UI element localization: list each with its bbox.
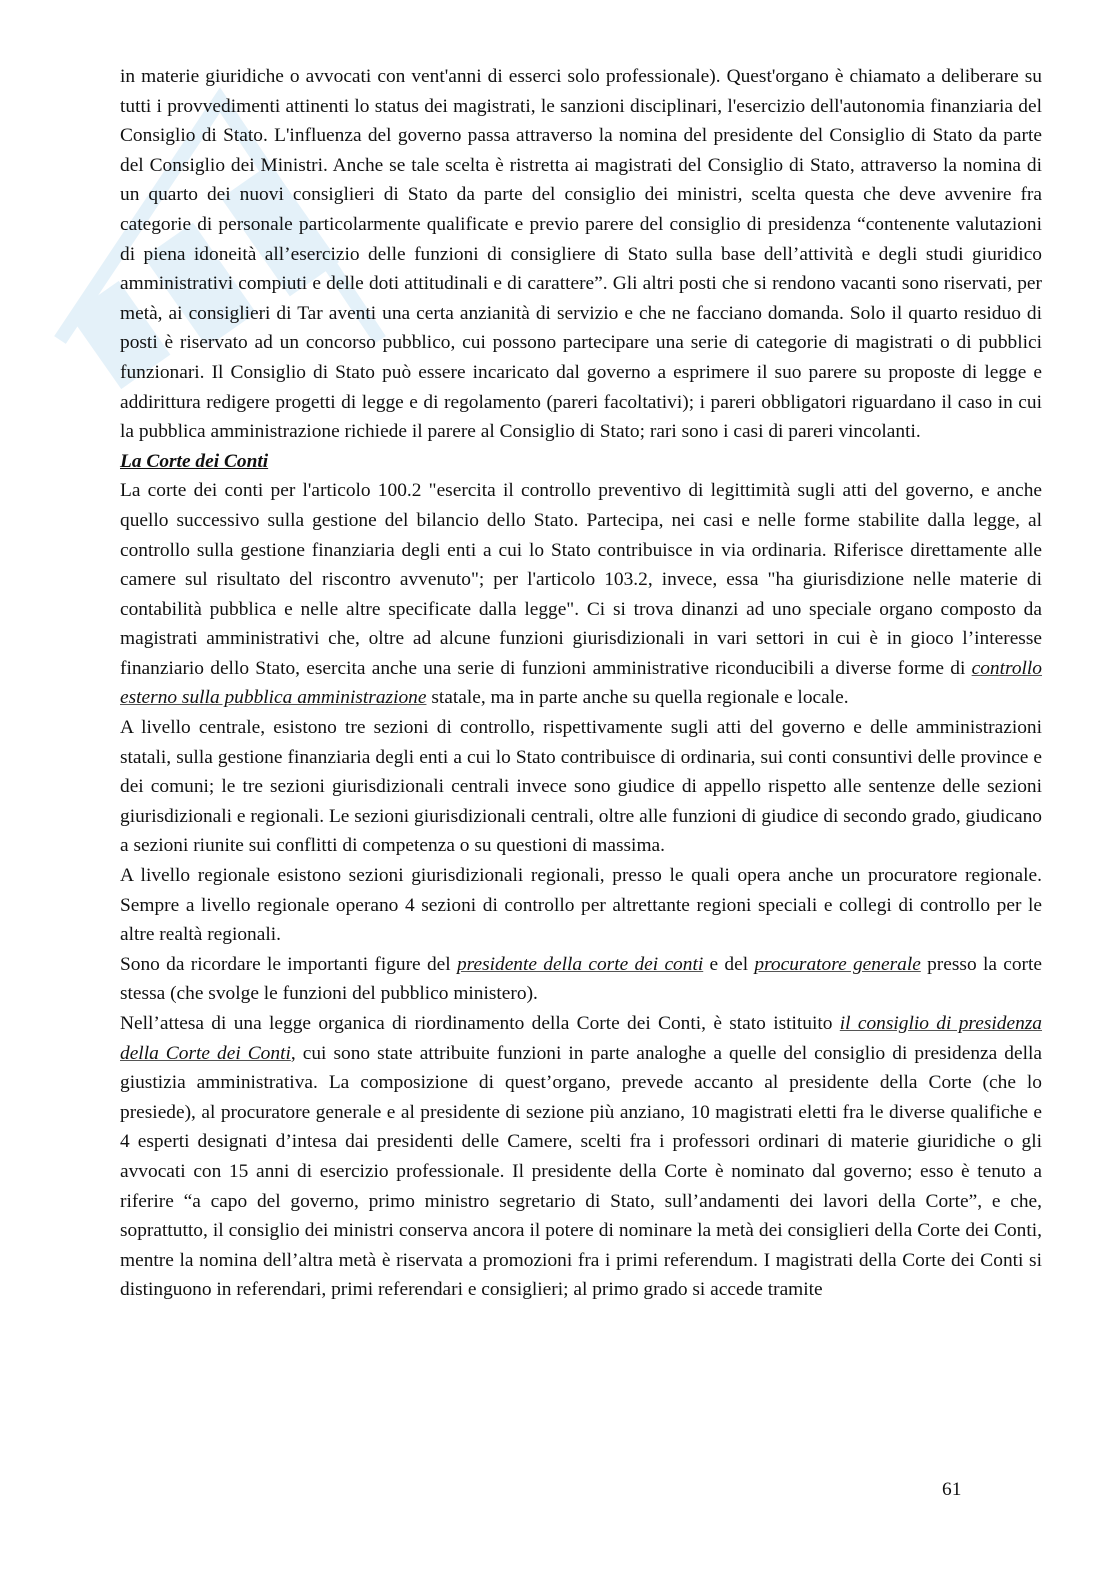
document-body [120,62,1042,1305]
link-procuratore-generale[interactable]: procuratore generale [754,953,921,975]
link-consiglio-presidenza[interactable]: il consiglio di presidenza della Corte dei Conti [120,1013,1043,1064]
heading-corte-dei-conti: La Corte dei Conti [120,450,269,472]
paragraph-text: La corte dei conti per l'articolo 100.2 "esercita il controllo preventivo di legittimità sugli atti del governo, e anche quello successivo sulla gestione del bilancio dello Stato. Partecipa, nei casi e nelle forme stabilite dalla legge, al controllo sulla gestione finanziaria degli enti a cui lo Stato contribuisce in via ordinaria. Riferisce direttamente alle camere sul risultato del riscontro avvenuto"; per l'articolo 103.2, invece, essa "ha giurisdizione nelle materie di contabilità pubblica e nelle altre specificate dalla legge". Ci si trova dinanzi ad uno speciale organo composto da magistrati amministrativi che, oltre ad alcune funzioni giurisdizionali in vari settori in cui è in gioco l’interesse finanziario dello Stato, esercita anche una serie di funzioni amministrative riconducibili a diverse forme di [120,480,1042,679]
paragraph-text: Sono da ricordare le importanti figure del [120,953,457,975]
paragraph-livello-regionale: A livello regionale esistono sezioni giurisdizionali regionali, presso le quali opera anche un procuratore regionale. Sempre a livello regionale operano 4 sezioni di controllo per altrettante regioni speciali e collegi di controllo per le altre realtà regionali. [120,865,1042,946]
paragraph-text: e del [703,953,755,975]
page-number: 61 [942,1479,962,1500]
paragraph-text: Nell’attesa di una legge organica di riordinamento della Corte dei Conti, è stato istituito [120,1013,840,1034]
link-presidente-corte[interactable]: presidente della corte dei conti [456,953,704,975]
section-heading [120,447,1042,477]
paragraph-consiglio-presidenza [120,1009,1042,1305]
paragraph-text: presso la corte stessa (che svolge le funzioni del pubblico ministero). [120,953,1042,1005]
paragraph-text: statale, ma in parte anche su quella regionale e locale. [426,687,849,709]
paragraph-text: , cui sono state attribuite funzioni in parte analoghe a quelle del consiglio di presidenza della giustizia amministrativa. La composizione di quest’organo, prevede accanto al presidente della Corte (che lo presiede), al procuratore generale e al presidente di sezione più anziano, 10 magistrati eletti fra le diverse qualifiche e 4 esperti designati d’intesa dai presidenti delle Camere, scelti fra i professori ordinari di materie giuridiche o gli avvocati con 15 anni di esercizio professionale. Il presidente della Corte è nominato dal governo; esso è tenuto a riferire “a capo del governo, primo ministro segretario di Stato, sull’andamenti dei lavori della Corte”, e che, soprattutto, il consiglio dei ministri conserva ancora il potere di nominare la metà dei consiglieri della Corte dei Conti, mentre la nomina dell’altra metà è riservata a promozioni fra i primi referendum. I magistrati della Corte dei Conti si distinguono in referendari, primi referendari e consiglieri; al primo grado si accede tramite [120,1042,1042,1301]
paragraph-livello-centrale: A livello centrale, esistono tre sezioni di controllo, rispettivamente sugli atti del governo e delle amministrazioni statali, sulla gestione finanziaria degli enti a cui lo Stato contribuisce di ordinaria, sui conti consuntivi delle province e dei comuni; le tre sezioni giurisdizionali centrali invece sono giudice di appello rispetto alle sentenze delle sezioni giurisdizionali e regionali. Le sezioni giurisdizionali centrali, oltre alle funzioni di giudice di secondo grado, giudicano a sezioni riunite sui conflitti di competenza o su questioni di massima. [120,717,1042,857]
link-controllo-esterno[interactable]: controllo esterno sulla pubblica amministrazione [120,657,1042,709]
paragraph-corte-intro [120,476,1042,713]
paragraph-figure [120,950,1042,1009]
paragraph-consiglio-di-stato: in materie giuridiche o avvocati con vent'anni di esserci solo professionale). Quest'organo è chiamato a deliberare su tutti i provvedimenti attinenti lo status dei magistrati, le sanzioni disciplinari, l'esercizio dell'autonomia finanziaria del Consiglio di Stato. L'influenza del governo passa attraverso la nomina del presidente del Consiglio di Stato da parte del Consiglio dei Ministri. Anche se tale scelta è ristretta ai magistrati del Consiglio di Stato, attraverso la nomina di un quarto dei nuovi consiglieri di Stato da parte del consiglio dei ministri, scelta questa che deve avvenire fra categorie di personale particolarmente qualificate e previo parere del consiglio di presidenza “contenente valutazioni di piena idoneità all’esercizio delle funzioni di consigliere di Stato sulla base dell’attività e degli studi giuridico amministrativi compiuti e delle doti attitudinali e di carattere”. Gli altri posti che si rendono vacanti sono riservati, per metà, ai consiglieri di Tar aventi una certa anzianità di servizio e che ne facciano domanda. Solo il quarto residuo di posti è riservato ad un concorso pubblico, cui possono partecipare una serie di categorie di magistrati o di pubblici funzionari. Il Consiglio di Stato può essere incaricato dal governo a esprimere il suo parere su proposte di legge e addirittura redigere progetti di legge e di regolamento (pareri facoltativi); i pareri obbligatori riguardano il caso in cui la pubblica amministrazione richiede il parere al Consiglio di Stato; rari sono i casi di pareri vincolanti. [120,66,1042,443]
